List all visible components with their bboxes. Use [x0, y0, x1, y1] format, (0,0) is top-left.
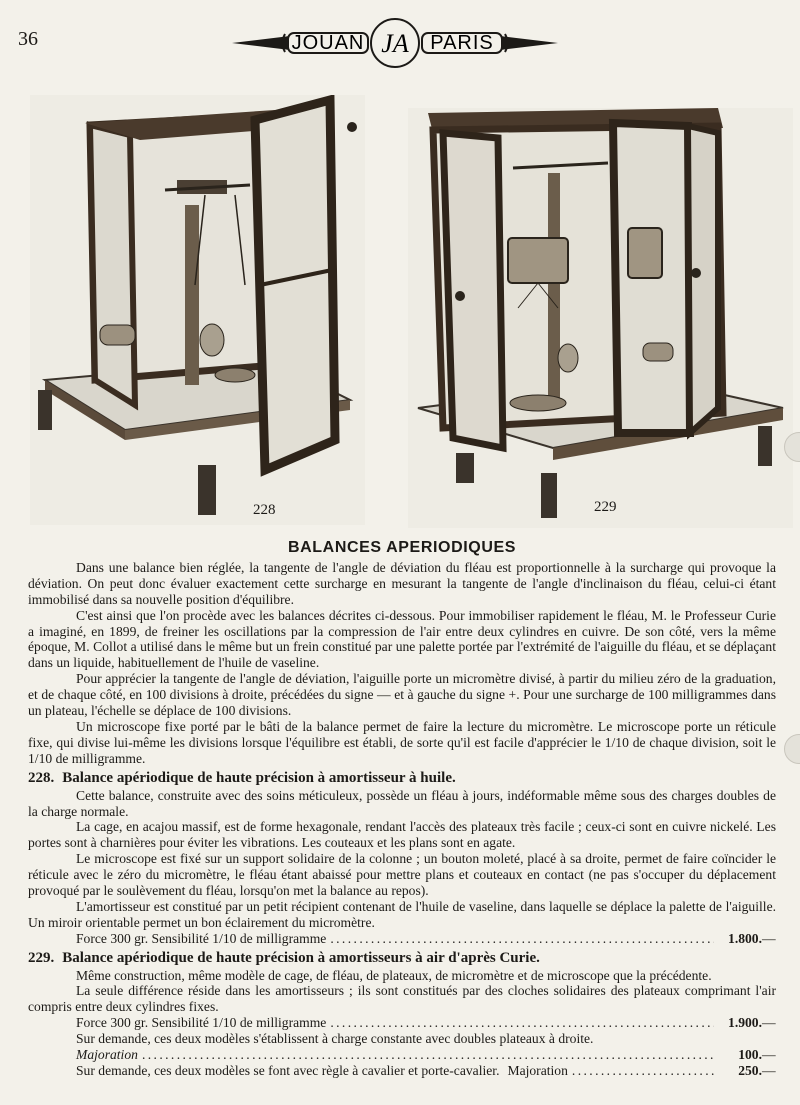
item-229-title: Balance apériodique de haute précision à amortisseurs à air d'après Curie.: [62, 949, 540, 966]
intro-paragraph: Un microscope fixe porté par le bâti de la balance permet de faire la lecture du micromètre. Le microscope porte un réticule fixe, qui divise lui-même les divisions lorsque l'équilibre est établi, de sorte qu'il est facile d'apprécier le 1/10 de chaque division, soit le 1/10 de milligramme.: [28, 718, 776, 766]
item-228-price-line: [28, 931, 776, 947]
leader-dots: [572, 1063, 714, 1079]
brand-monogram: JA: [381, 29, 409, 58]
section-title: BALANCES APERIODIQUES: [287, 539, 517, 556]
brand-logo-graphic: [230, 18, 560, 68]
item-228-paragraph: La cage, en acajou massif, est de forme hexagonale, rendant l'accès des plateaux très facile ; ceux-ci sont en cuivre nickelé. Les portes sont à charnières pour éviter les vibrations. Les couteaux et les plans sont en agate.: [28, 819, 776, 851]
item-228-heading: [28, 771, 776, 787]
intro-paragraph: Dans une balance bien réglée, la tangente de l'angle de déviation du fléau est proportionnelle à la surcharge qui provoque la déviation. On peut donc évaluer exactement cette surcharge en mesurant la tangente de l'angle d'inclinaison du fléau, celui-ci étant immobilisé dans sa nouvelle position d'équilibre.: [28, 559, 776, 607]
item-228-number: 228.: [28, 769, 55, 786]
item-229-note-2: Sur demande, ces deux modèles se font avec règle à cavalier et porte-cavalier.: [76, 1063, 500, 1078]
catalog-text: [28, 540, 776, 1079]
brand-right-text: PARIS: [430, 32, 494, 54]
leader-dots: [330, 1015, 714, 1031]
item-228-price: 1.800.: [728, 930, 762, 946]
majoration-price: 100.: [738, 1047, 762, 1063]
page-number: 36: [18, 28, 38, 50]
intro-paragraph: C'est ainsi que l'on procède avec les balances décrites ci-dessous. Pour immobiliser rapidement le fléau, M. le Professeur Curie a imaginé, en 1899, de freiner les oscillations par la compression de l'air entre deux cylindres en cuivre. De son côté, vers la même époque, M. Collot a utilisé dans le même but un frein constitué par une palette portée par l'extrémité de l'aiguille du fléau, et se déplaçant dans un liquide, habituellement de l'huile de vaseline.: [28, 607, 776, 671]
item-229-price-label: Force 300 gr. Sensibilité 1/10 de milligramme: [76, 1015, 327, 1031]
majoration-line-1: [28, 1047, 776, 1063]
balance-228-photo: [30, 95, 365, 525]
item-228-paragraph: L'amortisseur est constitué par un petit récipient contenant de l'huile de vaseline, dans laquelle se déplace la palette de l'aiguille. Un miroir orientable permet un bon éclairement du micromètre.: [28, 898, 776, 930]
item-229-paragraph: Même construction, même modèle de cage, de fléau, de plateaux, de micromètre et de microscope que la précédente.: [76, 967, 712, 983]
brand-left-text: JOUAN: [291, 32, 365, 54]
item-228-title: Balance apériodique de haute précision à amortisseur à huile.: [62, 769, 456, 786]
item-229-heading: [28, 951, 776, 967]
note-2-majoration-label: Majoration: [507, 1063, 568, 1078]
item-229-price: 1.900.: [728, 1015, 762, 1031]
item-229-note-1: Sur demande, ces deux modèles s'établissent à charge constante avec doubles plateaux à droite.: [76, 1031, 594, 1047]
majoration-line-2: [28, 1063, 776, 1079]
item-229-paragraph: La seule différence réside dans les amortisseurs ; ils sont constitués par des cloches solidaires des plateaux comprimant l'air compris entre deux cylindres fixes.: [28, 983, 776, 1015]
price-dash: —: [762, 1047, 776, 1063]
price-dash: —: [762, 930, 776, 946]
item-228-paragraph: Cette balance, construite avec des soins méticuleux, possède un fléau à jours, indéformable même sous des charges doubles de la charge normale.: [28, 787, 776, 819]
price-dash: —: [762, 1063, 776, 1078]
binder-hole: [784, 734, 800, 764]
figure-caption-229: 229: [594, 499, 617, 515]
price-dash: —: [762, 1015, 776, 1031]
item-228-paragraph: Le microscope est fixé sur un support solidaire de la colonne ; un bouton moleté, placé à sa droite, permet de faire coïncider le réticule avec le zéro du micromètre, le fléau étant abaissé pour mettre plans et couteaux en contact (ne pas s'occuper du déplacement provoqué par le soulèvement du fléau, lorsqu'on met la balance au repos).: [28, 851, 776, 899]
leader-dots: [142, 1047, 714, 1063]
leader-dots: [330, 931, 714, 947]
majoration-label: Majoration: [76, 1047, 138, 1063]
item-228-price-label: Force 300 gr. Sensibilité 1/10 de milligramme: [76, 930, 327, 946]
intro-paragraph: Pour apprécier la tangente de l'angle de déviation, l'aiguille porte un micromètre divisé, à partir du milieu zéro de la graduation, et de chaque côté, en 100 divisions à droite, précédées du signe — et à gauche du signe +. Pour une surcharge de 100 milligrammes dans un plateau, l'échelle se déplace de 100 divisions.: [28, 671, 776, 719]
brand-logo: [230, 18, 560, 68]
item-229-number: 229.: [28, 949, 55, 966]
balance-229-photo: [408, 108, 793, 528]
figure-caption-228: 228: [253, 502, 276, 518]
note-2-price: 250.: [738, 1063, 762, 1078]
item-229-price-line: [28, 1015, 776, 1031]
